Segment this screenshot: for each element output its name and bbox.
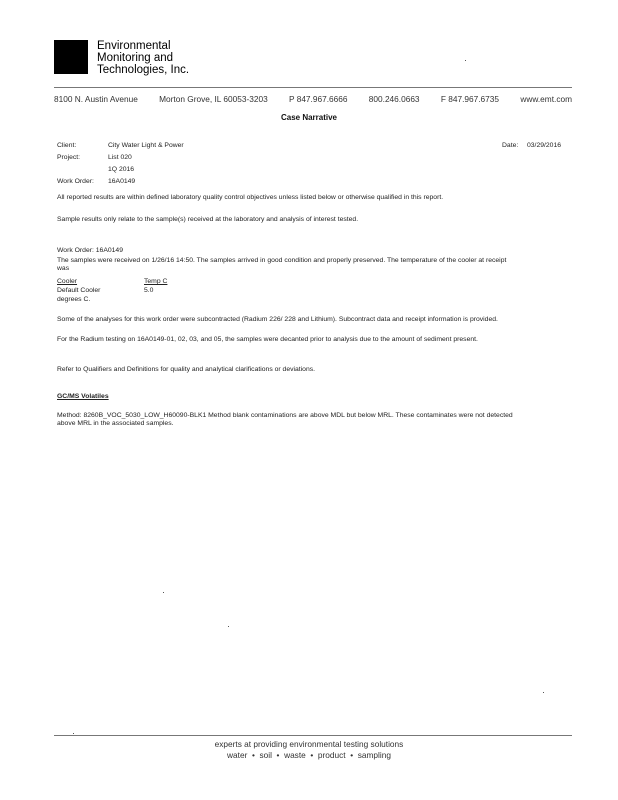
website-link[interactable]: www.emt.com [520,94,572,104]
footer-services: water • soil • waste • product • sampling [227,750,391,760]
service-product: product [317,750,346,760]
scan-speck [543,692,544,693]
gcms-heading: GC/MS Volatiles [57,393,109,400]
company-name-line-2: Monitoring and [97,52,174,64]
radium-paragraph: For the Radium testing on 16A0149-01, 02, 03, and 05, the samples were decanted prior to analysis due to the amount of sediment present. [57,336,478,343]
scan-speck [228,626,229,627]
subcontract-paragraph: Some of the analyses for this work order were subcontracted (Radium 226/ 228 and Lithium). Subcontract data and receipt information is provided. [57,316,498,323]
work-order-label: Work Order: [57,178,94,185]
service-waste: waste [284,750,306,760]
sample-statement: Sample results only relate to the sample(s) received at the laboratory and analysis of interest tested. [57,216,359,223]
company-name-line-1: Environmental [97,40,171,52]
cooler-name: Default Cooler [57,287,101,294]
cooler-column-header: Cooler [57,278,78,285]
receipt-paragraph: The samples were received on 1/26/16 14:50. The samples arrived in good condition and properly preserved. The temperature of the cooler at receipt was [57,257,507,272]
address-line [54,94,572,104]
scan-speck [73,733,74,734]
degrees-text: degrees C. [57,296,91,303]
company-name [97,40,189,76]
page-title: Case Narrative [280,113,338,122]
scan-speck [465,60,466,61]
work-order-value: 16A0149 [108,178,136,185]
project-line-2: 1Q 2016 [108,166,135,173]
date-value: 03/29/2016 [527,142,562,149]
work-order-heading: Work Order: 16A0149 [57,247,123,254]
service-sampling: sampling [357,750,391,760]
date-label: Date: [502,142,519,149]
city-address: Morton Grove, IL 60053-3203 [159,94,268,104]
service-soil: soil [259,750,272,760]
qc-statement: All reported results are within defined laboratory quality control objectives unless listed below or otherwise qualified in this report. [57,194,444,201]
scan-speck [163,592,164,593]
footer-tagline: experts at providing environmental testing solutions [214,739,404,749]
refer-paragraph: Refer to Qualifiers and Definitions for quality and analytical clarifications or deviations. [57,366,316,373]
fax-number: F 847.967.6735 [440,94,500,104]
client-label: Client: [57,142,77,149]
project-label: Project: [57,154,81,161]
service-water: water [227,750,248,760]
cooler-temp: 5.0 [144,287,154,294]
temp-column-header: Temp C [144,278,168,285]
project-line-1: List 020 [108,154,132,161]
client-value: City Water Light & Power [108,142,184,149]
company-logo [54,40,88,74]
header-rule [54,87,572,88]
footer-rule [54,735,572,736]
tollfree-number: 800.246.0663 [368,94,420,104]
method-paragraph: Method: 8260B_VOC_5030_LOW_H60090-BLK1 Method blank contaminations are above MDL but below MRL. These contaminates were not detected above MRL in the associated samples. [57,412,513,427]
company-name-line-3: Technologies, Inc. [97,64,190,76]
street-address: 8100 N. Austin Avenue [54,94,138,104]
phone-number: P 847.967.6666 [289,94,348,104]
